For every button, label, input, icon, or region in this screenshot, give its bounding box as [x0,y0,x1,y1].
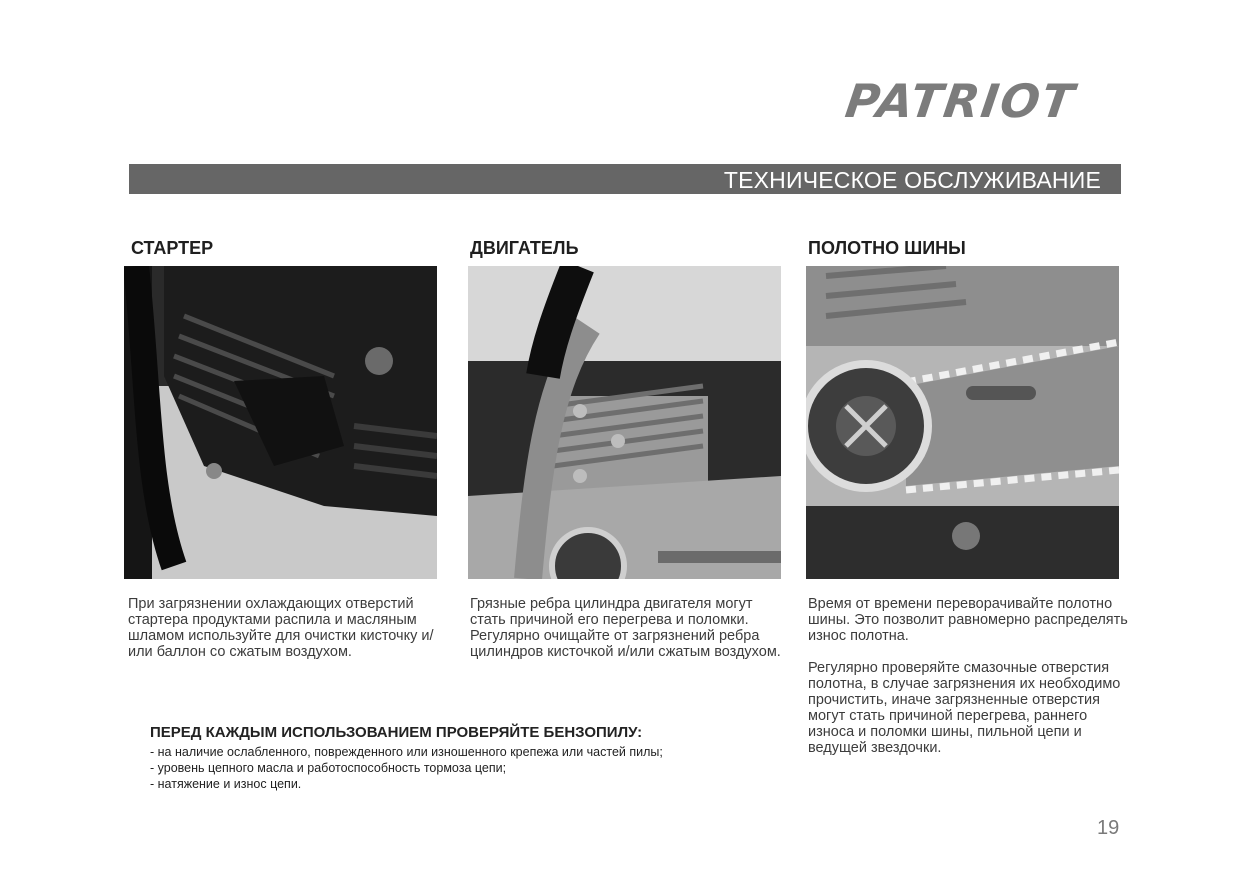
checklist-item: - натяжение и износ цепи. [150,777,302,791]
guide-bar-chain-photo [806,266,1119,579]
guide-bar-text-2: Регулярно проверяйте смазочные отверстия полотна, в случае загрязнения их необходимо прочистить, иначе загрязненные отверстия могут стать причиной перегрева, раннего износа и поломки шины, пильной цепи и ведущей звездочки. [808,660,1121,756]
engine-cylinder-photo [468,266,781,579]
checklist-item: - уровень цепного масла и работоспособность тормоза цепи; [150,761,507,775]
engine-text: Грязные ребра цилиндра двигателя могут стать причиной его перегрева и поломки. Регулярно очищайте от загрязнений ребра цилиндров кисточкой и/или сжатым воздухом. [470,596,781,660]
patriot-logo: PATRIOT [842,74,1079,128]
guide-bar-heading: ПОЛОТНО ШИНЫ [808,238,966,258]
engine-heading: ДВИГАТЕЛЬ [470,238,579,258]
page-number: 19 [1097,817,1120,839]
section-title: ТЕХНИЧЕСКОЕ ОБСЛУЖИВАНИЕ [723,167,1101,193]
starter-text: При загрязнении охлаждающих отверстий стартера продуктами распила и масляным шламом используйте для очистки кисточку и/или баллон со сжатым воздухом. [128,596,434,660]
starter-cover-photo [124,266,437,579]
section-banner [129,164,1121,194]
guide-bar-text-1: Время от времени переворачивайте полотно шины. Это позволит равномерно распределять износ полотна. [808,596,1128,644]
starter-heading: СТАРТЕР [131,238,214,258]
checklist [150,744,663,792]
checklist-title: ПЕРЕД КАЖДЫМ ИСПОЛЬЗОВАНИЕМ ПРОВЕРЯЙТЕ БЕНЗОПИЛУ: [150,724,643,741]
checklist-item: - на наличие ослабленного, поврежденного или изношенного крепежа или частей пилы; [150,745,663,759]
